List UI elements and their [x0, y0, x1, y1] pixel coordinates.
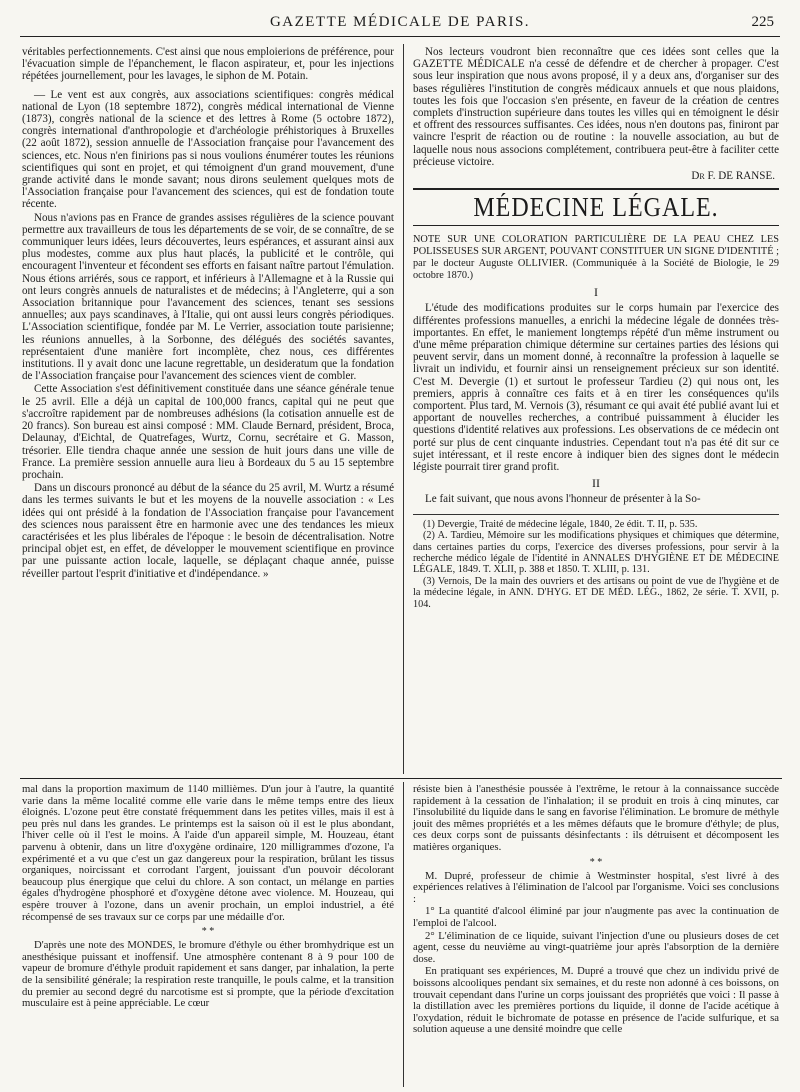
footnote: (2) A. Tardieu, Mémoire sur les modifications physiques et chimiques que détermine, dans certaines parties du corps, l'exercice des diverses professions, pour servir à la recherche médico légale de l'identité in ANNALES D'HYGIÈNE ET DE MÉDECINE LÉGALE, 1849. T. XLII, p. 388 et 1850. T. XLIII, p. 131.	[413, 530, 779, 576]
header-rule	[20, 36, 780, 37]
article-heading: NOTE SUR UNE COLORATION PARTICULIÈRE DE LA PEAU CHEZ LES POLISSEUSES SUR ARGENT, POUVANT CONSTITUER UN SIGNE D'IDENTITÉ ; par le docteur Auguste OLLIVIER. (Communiquée à la Société de Biologie, le 29 octobre 1870.)	[413, 234, 779, 282]
paragraph: 1° La quantité d'alcool éliminé par jour n'augmente pas avec la continuation de l'emploi de l'alcool.	[413, 905, 779, 929]
paragraph: Le fait suivant, que nous avons l'honneur de présenter à la So-	[425, 493, 701, 506]
paragraph: M. Dupré, professeur de chimie à Westminster hospital, s'est livré à des expériences relatives à l'élimination de l'alcool par l'organisme. Voici ses conclusions :	[413, 869, 779, 905]
lower-right-column	[413, 784, 779, 1037]
paragraph: En pratiquant ses expériences, M. Dupré a trouvé que chez un individu privé de boissons alcooliques pendant six semaines, et du reste non adonné à ces boissons, on trouvait cependant dans l'urine un corps jouissant des propriétés que voici : Il passe à la distillation avec les premières portions du liquide, il donne de l'acide acétique à l'oxydation, réduit le bichromate de potasse en présence de l'acide sulfurique, et sa solution aqueuse a une densité moindre que celle	[413, 965, 779, 1036]
paragraph: Nous n'avions pas en France de grandes assises régulières de la science pouvant permettre aux travailleurs de tous les départements de se voir, de se connaître, de se communiquer leurs idées, leurs découvertes, leurs espérances, et assurant ainsi aux plus modestes, comme aux plus haut placés, la publicité et le contrôle, qui encouragent l'inventeur et fécondent ses efforts en faisant naître partout l'émulation. Nous étions arriérés, sous ce rapport, et inférieurs à l'Allemagne et à la Russie qui ont leurs congrès annuels de naturalistes et de médecins; à l'Angleterre, qui a son Association britannique pour l'avancement des sciences, tenant ses sessions annuelles; aux pays scandinaves, à l'Italie, qui ont aussi leurs congrès périodiques. L'Association scientifique, fondée par M. Le Verrier, association toute parisienne; les réunions annuelles, à la Sorbonne, des délégués des sociétés savantes, représentaient d'une manière fort incomplète, chez nous, ces différentes institutions. Il y avait donc une lacune regrettable, un desideratum que la fondation de l'Association française pour l'avancement des sciences vient de combler.	[22, 211, 394, 383]
upper-right-column	[413, 46, 779, 610]
paragraph: mal dans la proportion maximum de 1140 millièmes. D'un jour à l'autre, la quantité varie dans la même localité comme elle varie dans le même temps entre des lieux éloignés. L'ozone peut être constaté fréquemment dans les petites villes, mais il est à peu près nul dans les grandes. Le printemps est la saison où il est le plus abondant, l'hiver celle où il l'est le moins. A l'aide d'un appareil simple, M. Houzeau, étant parvenu à obtenir, dans un litre d'oxygène ordinaire, 120 milligrammes d'ozone, l'a expérimenté et a vu que c'est un gaz dangereux pour la respiration, brûlant les tissus organiques, noircissant et corrodant l'argent, jouissant d'un pouvoir décolorant beaucoup plus énergique que celui du chlore. A son contact, un mélange en parties égales d'hydrogène phosphoré et d'oxygène détone avec violence. M. Houzeau, qui espère trouver à l'ozone, dans un avenir prochain, un emploi industriel, a été récompensé de ses travaux sur ce corps par une médaille d'or.	[22, 783, 394, 923]
upper-left-column	[22, 46, 394, 581]
page-header	[20, 6, 780, 40]
paragraph: L'étude des modifications produites sur le corps humain par l'exercice des différentes professions manuelles, a enrichi la médecine légale de données très-importantes. En effet, le maniement longtemps répété d'un même instrument ou d'une même préparation chimique détermine sur certaines parties des lésions qui peuvent servir, dans un moment donné, à reconnaître la profession à laquelle se livrait un individu, et fournir ainsi un renseignement précieux sur son identité. C'est M. Devergie (1) et surtout le professeur Tardieu (2) qui nous ont, les premiers, appris à connaître ces faits et à en tirer les conséquences qu'ils comportent. Plus tard, M. Vernois (3), résumant ce qui avait été publié avant lui et apportant de nouvelles recherches, a contribué puissamment à élucider les questions d'identité relatives aux professions. Les observations de ce médecin ont porté sur plus de cent cinquante industries. Cependant tout n'a pas été dit sur ce sujet intéressant, et il reste encore à indiquer bien des signes dont le médecin légiste pourrait tirer grand profit.	[413, 302, 779, 474]
paragraph: — Le vent est aux congrès, aux associations scientifiques: congrès médical national de Lyon (18 septembre 1872), congrès médical international de Vienne (1873), congrès national de la science et des lettres à Rome (5 octobre 1872), congrès international d'anthropologie et d'archéologie préhistoriques à Bruxelles (22 août 1872), session annuelle de l'Association française pour l'avancement des sciences, etc. Nous n'en finirions pas si nous voulions énumérer toutes les réunions scientifiques qui sont en projet, et qui témoignent d'un grand mouvement, d'une grande activité dans le monde savant; nous dirons seulement quelques mots de l'Association française pour l'avancement des sciences, qui est de fondation toute récente.	[22, 88, 394, 211]
section-number: II	[592, 476, 600, 491]
footnotes	[413, 519, 779, 610]
section-header	[413, 188, 779, 226]
separator-stars: * *	[589, 856, 603, 868]
paragraph: Dans un discours prononcé au début de la séance du 25 avril, M. Wurtz a résumé dans les termes suivants le but et les moyens de la nouvelle association : « Les idées qui ont présidé à la fondation de l'Association française pour l'avancement des sciences nous paraissent être en harmonie avec une des tendances les mieux caractérisées et les plus libérales de l'époque : le besoin de décentralisation. Notre principal objet est, en effet, de développer le mouvement scientifique en province par une puissante action locale, laquelle, se déplaçant chaque année, puisse réveiller partout l'esprit d'initiative et d'indépendance. »	[22, 482, 394, 580]
paragraph: Nos lecteurs voudront bien reconnaître que ces idées sont celles que la GAZETTE MÉDICALE n'a cessé de défendre et de chercher à propager. C'est sous leur inspiration que nous avons proposé, il y a deux ans, d'organiser sur des bases régulières l'institution de congrès médicaux annuels et que nous plaidons, toutes les fois que l'occasion s'en présente, en faveur de la création de centres complets d'instruction supérieure dans toutes les villes qui en témoignent le désir et offrent des ressources suffisantes. Ces idées, nous n'en doutons pas, finiront par vaincre l'esprit de réaction ou de routine : la nouvelle association, au but de laquelle nous nous associons complétement, contribuera peut-être à faciliter cette précieuse victoire.	[413, 46, 779, 168]
lower-left-column	[22, 784, 394, 1011]
signature: Dr F. DE RANSE.	[691, 170, 775, 183]
paragraph: véritables perfectionnements. C'est ainsi que nous emploierions de préférence, pour l'évacuation simple de l'épanchement, le flacon aspirateur, et, pour les injections répétées journellement, pour les lavages, le siphon de M. Potain.	[22, 46, 394, 83]
section-divider	[20, 778, 782, 779]
section-title: MÉDECINE LÉGALE.	[473, 193, 719, 224]
footnote: (3) Vernois, De la main des ouvriers et des artisans ou point de vue de l'hygiène et de la médecine légale, in ANN. D'HYG. ET DE MÉD. LÉG., 1862, 2e série. T. XVII, p. 104.	[413, 575, 779, 610]
page-number: 225	[751, 14, 774, 30]
journal-title: GAZETTE MÉDICALE DE PARIS.	[269, 14, 531, 30]
footnote-rule	[413, 514, 779, 515]
paragraph: Cette Association s'est définitivement constituée dans une séance générale tenue le 25 avril. Elle a déjà un capital de 100,000 francs, capital qui ne peut que s'accroître rapidement par de nombreuses adhésions (la cotisation annuelle est de 20 francs). Son bureau est ainsi composé : MM. Claude Bernard, président, Broca, Delaunay, d'Eichtal, de Quatrefages, Wurtz, Cornu, secrétaire et G. Masson, trésorier. Elle tiendra chaque année une session de huit jours dans une ville de France. La première session annuelle aura lieu à Bordeaux du 5 au 15 septembre prochain.	[22, 383, 394, 481]
column-divider	[403, 782, 404, 1087]
paragraph: D'après une note des MONDES, le bromure d'éthyle ou éther bromhydrique est un anesthésique puissant et inoffensif. Une atmosphère contenant 8 à 9 pour 100 de vapeur de bromure d'éthyle produit rapidement et sans danger, par inhalation, la perte de la sensibilité générale; la respiration reste tranquille, le pouls calme, et la transition du premier au second degré du narcotisme est si prompte, que la période d'excitation musculaire est à peine appréciable. Le cœur	[22, 939, 394, 1010]
footnote: (1) Devergie, Traité de médecine légale, 1840, 2e édit. T. II, p. 535.	[423, 518, 698, 530]
paragraph: 2° L'élimination de ce liquide, suivant l'injection d'une ou plusieurs doses de cet agent, cesse du neuvième au vingt-quatrième jour après l'absorption de la dernière dose.	[413, 929, 779, 965]
column-divider	[403, 44, 404, 774]
separator-stars: * *	[201, 926, 215, 938]
paragraph: résiste bien à l'anesthésie poussée à l'extrême, le retour à la connaissance succède rapidement à la cessation de l'inhalation; il se produit en trois à cinq minutes, car l'insolubilité du liquide dans le sang en favorise l'élimination. Le bromure de méthyle jouit des mêmes propriétés et a les mêmes défauts que le bromure d'éthyle; de plus, ces deux corps sont de puissants désinfectants : ils détruisent et décomposent les matières organiques.	[413, 783, 779, 853]
section-number: I	[594, 285, 598, 300]
